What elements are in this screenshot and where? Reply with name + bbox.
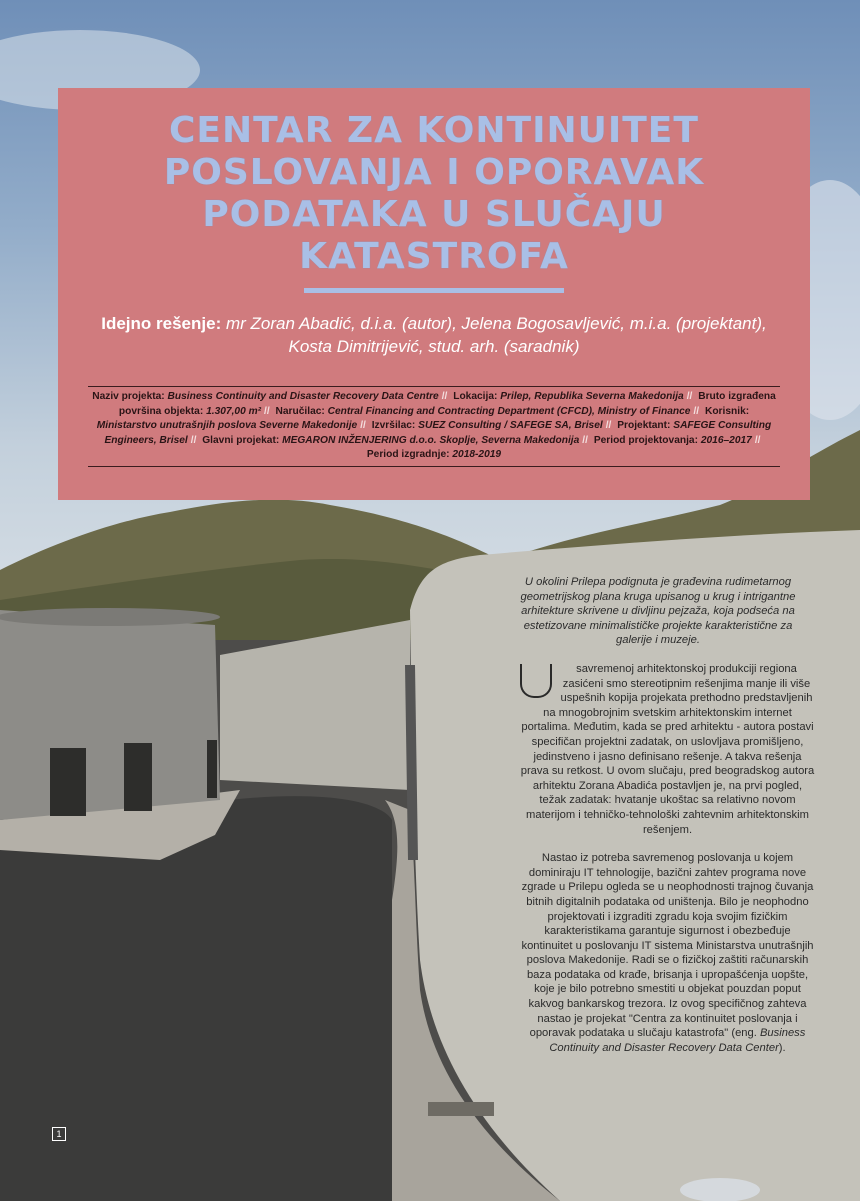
paragraph: savremenoj arhitektonskoj produkciji regiona zasićeni smo stereotipnim rešenjima manje ili više uspešnih kopija projekata prethodno predstavljenih na mnogobrojnim svetskim arhitektonskim internet portalima. Međutim, kada se pred arhitektu - autora postavi specifičan projektni zadatak, on uslovljava promišljeno, jedinstveno i jasno definisano rešenje. A takva rešenja prava su retkost. U ovom slučaju, pred beogradskog autora arhitektu Zorana Abadića postavljen je, na prvi pogled, težak zadatak: hvatanje ukoštac sa relativno novom materijom i tehničko-tehnološki zahtevnim arhitektonskim rešenjem. <box>520 663 815 836</box>
title-underline <box>304 288 564 293</box>
article-title <box>58 110 810 278</box>
meta-value: SAFEGE Consulting Engineers, Brisel <box>104 420 772 446</box>
lead-paragraph: U okolini Prilepa podignuta je građevina rudimetarnog geometrijskog plana kruga upisanog u krug i intrigantne arhitekture skrivene u divljinu pejzaža, koja podseća na estetizovane minimalističke projekte karakteristične za galerije i muzeje. <box>520 576 796 647</box>
paragraph: Nastao iz potreba savremenog poslovanja u kojem dominiraju IT tehnologije, bazični zahtev programa nove zgrade u Prilepu ogleda se u neophodnosti trajnog čuvanja bitnih digitalnih podataka od uništenja. Bilo je neophodno projektovati i izgraditi zgradu koja svojim fizičkim karakteristikama garantuje sigurnost i obezbeđuje kontinuitet u poslovanju IT sistema Ministarstva unutrašnjih poslova Makedonije. Radi se o fizičkoj zaštiti računarskih baza podataka od krađe, brisanja i upropašćenja uopšte, koje je bilo potrebno smestiti u objekat pouzdan poput kakvog bankarskog trezora. Iz ovog specifičnog zahteva nastao je projekat "Centra za kontinuitet poslovanja i oporavak podataka u slučaju katastrofa" (eng. Business Continuity and Disaster Recovery Data Center). <box>521 852 814 1054</box>
separator: // <box>605 420 612 432</box>
separator: // <box>693 405 700 417</box>
meta-label: Period projektovanja: <box>593 434 698 446</box>
title-line: POSLOVANJA I OPORAVAK <box>163 152 705 193</box>
meta-label: Naziv projekta: <box>92 391 165 402</box>
meta-label: Izvršilac: <box>371 420 416 432</box>
title-line: CENTAR ZA KONTINUITET <box>169 110 699 151</box>
meta-label: Projektant: <box>617 420 671 432</box>
title-line: KATASTROFA <box>299 236 569 277</box>
authors-line2: Kosta Dimitrijević, stud. arh. (saradnik) <box>288 337 580 356</box>
dropcap-u-shape <box>520 664 552 698</box>
meta-label: Korisnik: <box>704 405 750 417</box>
divider <box>88 466 780 467</box>
separator: // <box>190 434 197 446</box>
meta-label: Glavni projekat: <box>202 434 280 446</box>
meta-label: Naručilac: <box>275 405 325 417</box>
meta-value: Central Financing and Contracting Department (CFCD), Ministry of Finance <box>327 405 691 417</box>
separator: // <box>360 420 366 432</box>
authors-credit <box>88 312 780 358</box>
separator: // <box>582 434 588 446</box>
project-info <box>88 386 780 467</box>
meta-value: Ministarstvo unutrašnjih poslova Severne Makedonije <box>96 420 358 432</box>
separator: // <box>264 405 270 417</box>
title-line: PODATAKA U SLUČAJU <box>202 194 666 235</box>
meta-value: Prilep, Republika Severna Makedonija <box>500 391 684 402</box>
meta-value: 1.307,00 m² <box>206 405 262 417</box>
meta-value: 2016–2017 <box>700 434 752 446</box>
title-panel <box>58 88 810 500</box>
authors-label: Idejno rešenje: <box>101 314 222 333</box>
authors-line1: mr Zoran Abadić, d.i.a. (autor), Jelena Bogosavljević, m.i.a. (projektant), <box>225 314 767 333</box>
meta-label: Period izgradnje: <box>366 449 450 461</box>
meta-value: MEGARON INŽENJERING d.o.o. Skoplje, Severna Makedonija <box>282 434 580 446</box>
page-number: 1 <box>52 1127 66 1141</box>
separator: // <box>686 391 693 402</box>
meta-value: 2018-2019 <box>452 449 502 461</box>
meta-label: Bruto izgrađena površina objekta: <box>118 391 776 417</box>
meta-label: Lokacija: <box>453 391 498 402</box>
article-body <box>520 662 815 1069</box>
meta-value: SUEZ Consulting / SAFEGE SA, Brisel <box>418 420 603 432</box>
separator: // <box>754 434 761 446</box>
meta-value: Business Continuity and Disaster Recovery Data Centre <box>167 391 439 402</box>
separator: // <box>441 391 448 402</box>
